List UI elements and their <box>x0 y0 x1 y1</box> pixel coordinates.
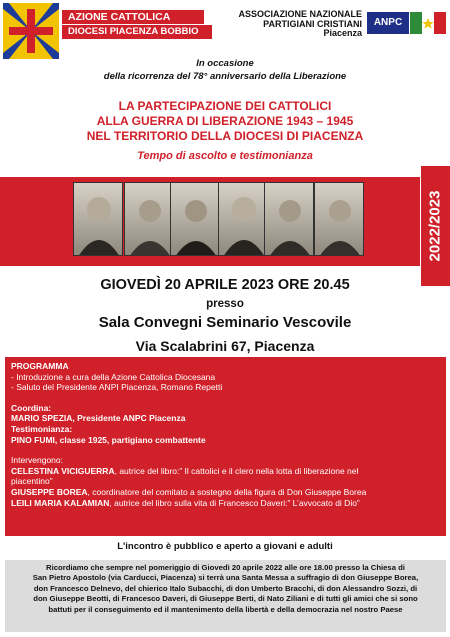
title-line1: LA PARTECIPAZIONE DEI CATTOLICI <box>118 99 332 113</box>
title-line2: ALLA GUERRA DI LIBERAZIONE 1943 – 1945 <box>96 114 354 128</box>
reminder-line: Ricordiamo che sempre nel pomeriggio di Giovedì 20 aprile 2022 alle ore 18.00 presso la Chiesa di <box>46 563 405 572</box>
portrait-photo-1 <box>73 182 123 256</box>
ac-org-name: AZIONE CATTOLICA <box>62 10 204 24</box>
title-line3: NEL TERRITORIO DELLA DIOCESI DI PIACENZA <box>86 129 364 143</box>
portrait-photo-6 <box>314 182 364 256</box>
svg-text:2022/2023: 2022/2023 <box>426 190 444 262</box>
speaker-row <box>11 466 440 477</box>
testimonianza-value: PINO FUMI, classe 1925, partigiano combattente <box>11 434 206 445</box>
event-venue: Sala Convegni Seminario Vescovile <box>98 314 352 331</box>
anpc-logo: ANPC <box>367 12 409 34</box>
portrait-photo-5 <box>264 182 314 256</box>
intro-line2: della ricorrenza del 78° anniversario della Liberazione <box>103 71 347 82</box>
coordina-value: MARIO SPEZIA, Presidente ANPC Piacenza <box>11 413 186 424</box>
speaker-row <box>11 487 440 498</box>
anpc-line1: ASSOCIAZIONE NAZIONALE <box>238 9 362 19</box>
portrait-photo-2 <box>124 182 174 256</box>
program-box <box>5 357 446 536</box>
azione-cattolica-logo <box>3 3 59 59</box>
intervengono-label: Intervengono: <box>11 455 63 466</box>
intro-text <box>0 57 450 83</box>
season-label <box>421 166 450 286</box>
portrait-photo-4 <box>218 182 268 256</box>
event-subtitle: Tempo di ascolto e testimonianza <box>137 150 313 162</box>
reminder-line: don Giuseppe Beotti, di Francesco Daveri, di Giuseppe Berti, di Nato Ziliani e di tutti gli amici che si sono <box>33 594 418 604</box>
speaker-desc: , autrice del libro:” Il cattolici e il clero nella lotta di liberazione nel <box>114 465 359 476</box>
portrait-photo-3 <box>170 182 220 256</box>
event-title <box>0 99 450 144</box>
event-address: Via Scalabrini 67, Piacenza <box>135 338 315 354</box>
speaker-desc-cont: piacentino” <box>11 476 53 487</box>
reminder-line: San Pietro Apostolo (via Carducci, Piacenza) si terrà una Santa Messa a suffragio di don Giuseppe Borea, <box>32 573 419 583</box>
program-item: - Saluto del Presidente ANPI Piacenza, Romano Repetti <box>11 382 223 393</box>
speaker-row <box>11 498 440 509</box>
program-heading: PROGRAMMA <box>11 361 69 371</box>
reminder-line: battuti per il conseguimento ed il mantenimento della libertà e della democrazia nel nostro Paese <box>48 604 403 614</box>
program-item: - Introduzione a cura della Azione Cattolica Diocesana <box>11 371 216 382</box>
anpc-org-name <box>222 10 362 39</box>
reminder-box <box>5 560 446 632</box>
anpc-line3: Piacenza <box>323 28 362 38</box>
speaker-name: LEILI MARIA KALAMIAN <box>11 497 110 508</box>
event-presso: presso <box>206 298 244 310</box>
speaker-name: GIUSEPPE BOREA <box>11 486 88 497</box>
coordina-label: Coordina: <box>11 402 52 413</box>
anpc-line2: PARTIGIANI CRISTIANI <box>263 18 362 29</box>
event-date: GIOVEDÌ 20 APRILE 2023 ORE 20.45 <box>100 277 350 293</box>
intro-line1: In occasione <box>196 58 254 69</box>
speaker-desc: , autrice del libro sulla vita di Francesco Daveri:” L’avvocato di Dio” <box>109 497 360 508</box>
reminder-line: don Francesco Delnevo, del chierico Italo Subacchi, di don Umberto Bracchi, di don Alessandro Sozzi, di <box>33 583 418 593</box>
ac-diocese-name: DIOCESI PIACENZA BOBBIO <box>62 25 212 39</box>
open-note: L'incontro è pubblico e aperto a giovani e adulti <box>117 541 333 552</box>
testimonianza-label: Testimonianza: <box>11 423 73 434</box>
speaker-desc: , coordinatore del comitato a sostegno della figura di Don Giuseppe Borea <box>87 486 367 497</box>
speaker-name: CELESTINA VICIGUERRA <box>11 465 115 476</box>
italian-flag-star-icon <box>410 12 446 34</box>
